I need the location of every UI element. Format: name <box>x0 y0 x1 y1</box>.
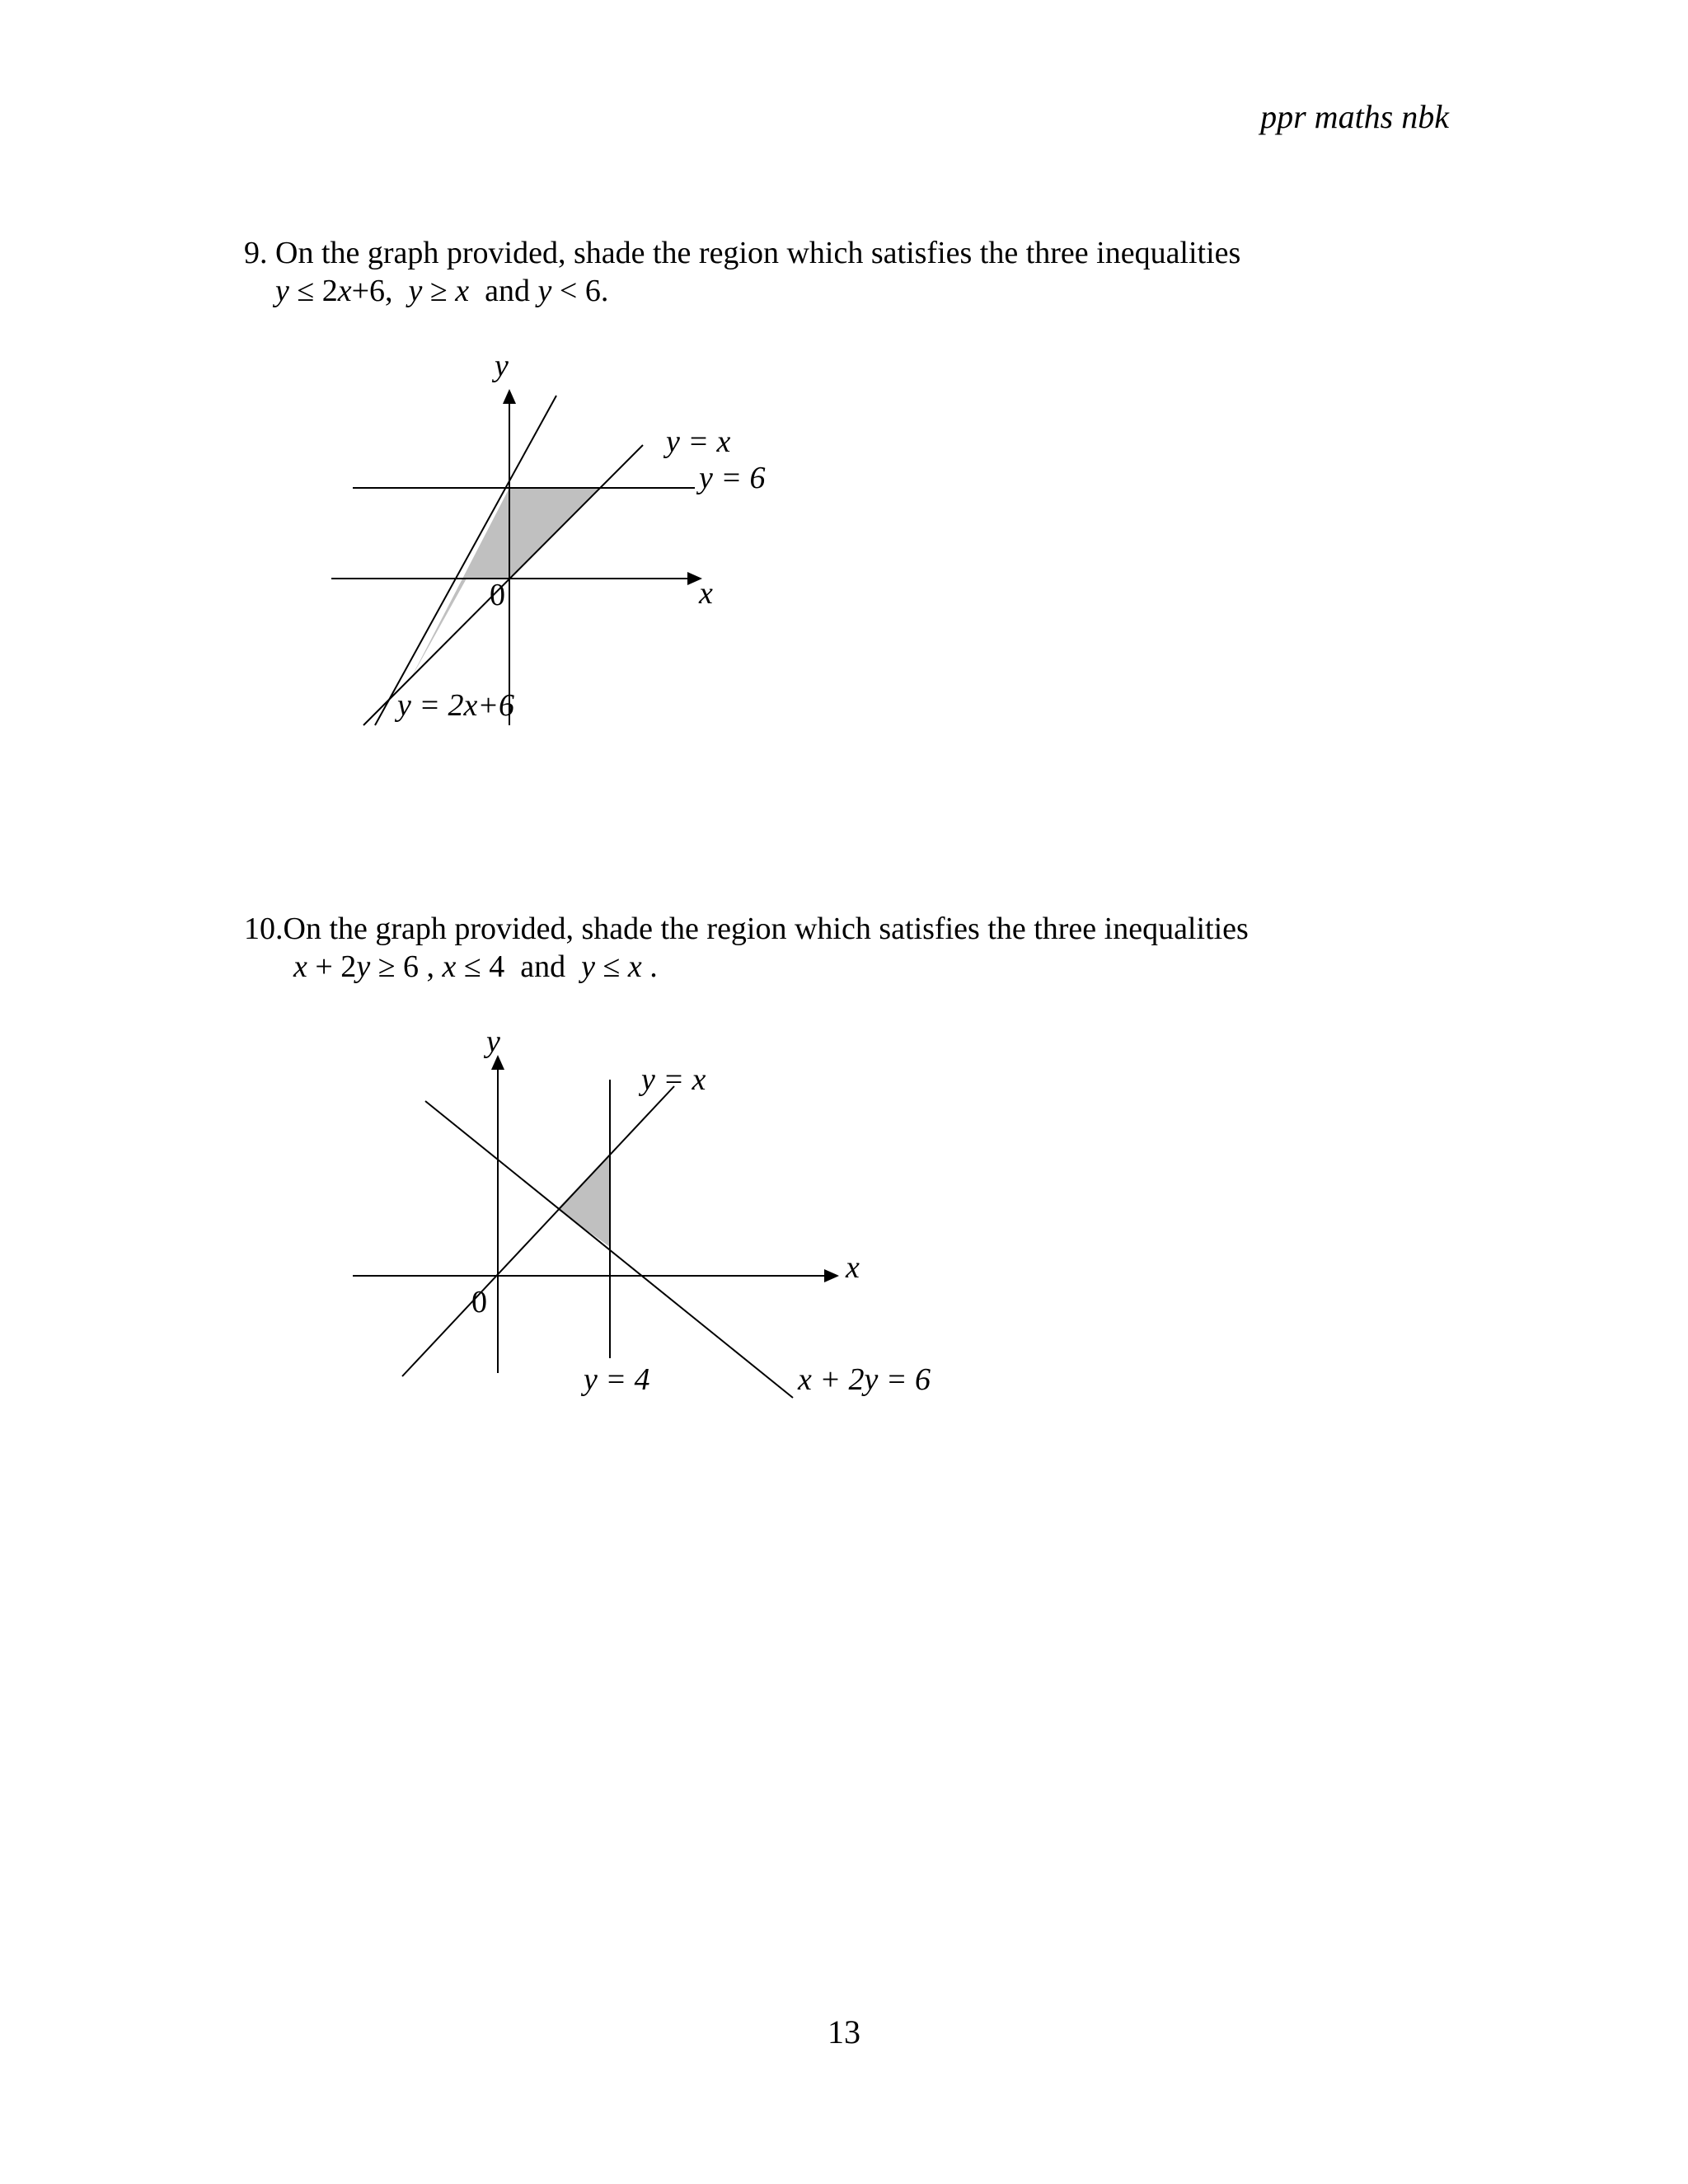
page-number: 13 <box>828 2013 860 2050</box>
line-y-x <box>402 1086 674 1376</box>
ineq-part: ≤ <box>595 949 628 984</box>
ineq-part: ≤ 4 and <box>456 949 582 984</box>
ineq-part: x <box>442 949 457 984</box>
ineq-part: ≥ 6 , <box>370 949 443 984</box>
origin-label: 0 <box>471 1285 487 1319</box>
ineq-part: y <box>408 274 423 308</box>
x-axis-label: x <box>846 1250 860 1285</box>
label-y-equals-x: y = x <box>666 424 731 459</box>
ineq-part: + 2 <box>307 949 357 984</box>
question-9-text: 9. On the graph provided, shade the region which satisfies the three inequalities <box>244 236 1241 270</box>
ineq-part: ≥ <box>422 274 456 308</box>
ineq-part: x <box>337 274 352 308</box>
label-y-equals-2x-plus-6: y = 2x+6 <box>397 688 515 723</box>
ineq-part: < 6. <box>551 274 609 308</box>
label-y-equals-x: y = x <box>641 1062 706 1097</box>
ineq-part: y <box>537 274 552 308</box>
x-axis-label: x <box>699 576 713 611</box>
ineq-part: y <box>275 274 289 308</box>
ineq-part: ≤ 2 <box>288 274 338 308</box>
ineq-part: x <box>293 949 307 984</box>
label-y-equals-4: y = 4 <box>584 1362 650 1397</box>
question-10-text: 10.On the graph provided, shade the region which satisfies the three inequalities <box>244 912 1249 946</box>
label-x-plus-2y-equals-6: x + 2y = 6 <box>798 1362 931 1397</box>
ineq-part: +6, <box>351 274 409 308</box>
header-text: ppr maths nbk <box>1260 98 1449 135</box>
shaded-region <box>557 1154 610 1247</box>
y-axis-label: y <box>486 1024 500 1059</box>
ineq-part: y <box>356 949 371 984</box>
ineq-part: and <box>469 274 538 308</box>
ineq-part: y <box>581 949 596 984</box>
x-axis-arrow <box>824 1269 839 1282</box>
ineq-part: . <box>641 949 658 984</box>
ineq-part: x <box>627 949 642 984</box>
origin-label: 0 <box>490 578 505 612</box>
ineq-part: x <box>455 274 470 308</box>
y-axis-label: y <box>495 349 509 383</box>
label-y-equals-6: y = 6 <box>699 461 766 495</box>
